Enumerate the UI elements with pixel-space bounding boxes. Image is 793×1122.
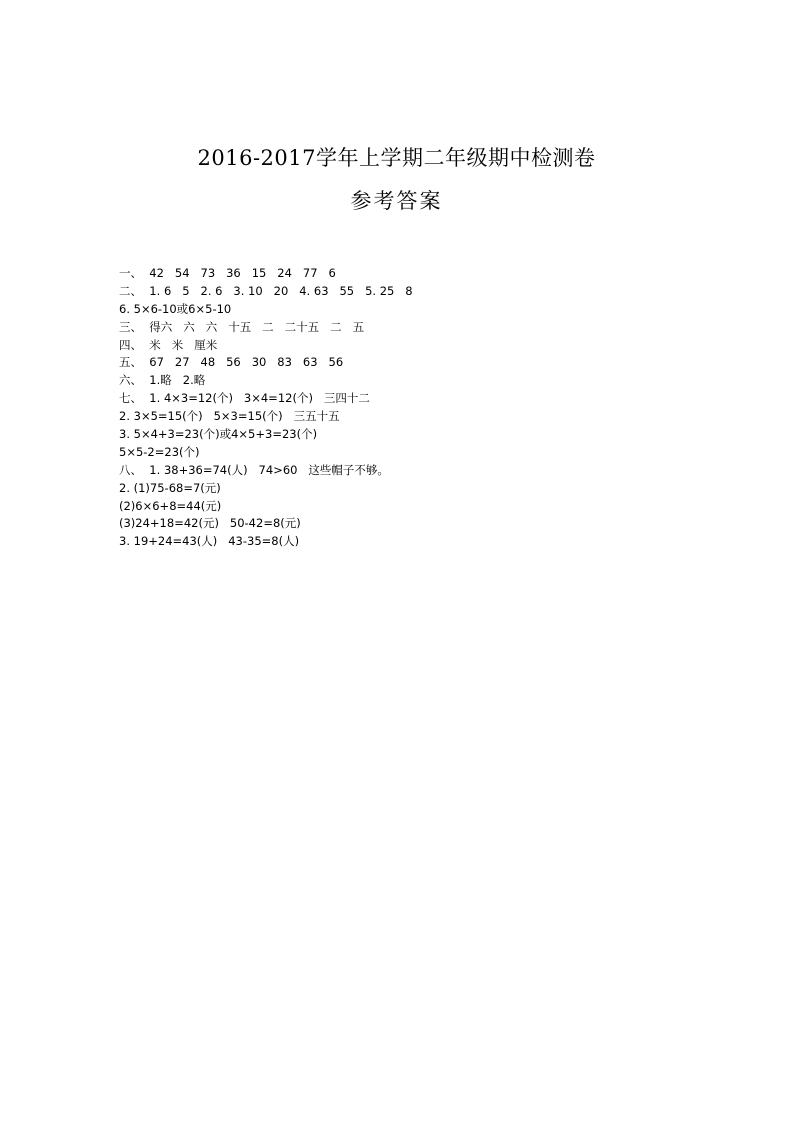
page-subtitle: 参考答案: [350, 189, 443, 213]
answer-list: [119, 265, 719, 551]
answer-line: 3. 5×4+3=23(个)或4×5+3=23(个): [119, 427, 318, 442]
answer-line: 七、 1. 4×3=12(个) 3×4=12(个) 三四十二: [119, 391, 370, 406]
answer-line: 二、 1. 6 5 2. 6 3. 10 20 4. 63 55 5. 25 8: [119, 283, 413, 298]
page-title: 2016-2017学年上学期二年级期中检测卷: [197, 146, 596, 170]
answer-line: (2)6×6+8=44(元): [119, 498, 222, 513]
answer-line: 六、 1.略 2.略: [119, 373, 206, 388]
answer-line: 5×5-2=23(个): [119, 444, 200, 459]
answer-line: 三、 得六 六 六 十五 二 二十五 二 五: [119, 319, 365, 334]
answer-line: 五、 67 27 48 56 30 83 63 56: [119, 355, 344, 370]
answer-line: 四、 米 米 厘米: [119, 337, 218, 352]
answer-line: 3. 19+24=43(人) 43-35=8(人): [119, 534, 300, 549]
answer-line: (3)24+18=42(元) 50-42=8(元): [119, 516, 301, 531]
answer-line: 八、 1. 38+36=74(人) 74>60 这些帽子不够。: [119, 462, 389, 477]
answer-line: 2. 3×5=15(个) 5×3=15(个) 三五十五: [119, 409, 340, 424]
answer-line: 一、 42 54 73 36 15 24 77 6: [119, 266, 336, 280]
answer-line: 6. 5×6-10或6×5-10: [119, 301, 232, 316]
answer-line: 2. (1)75-68=7(元): [119, 480, 221, 495]
